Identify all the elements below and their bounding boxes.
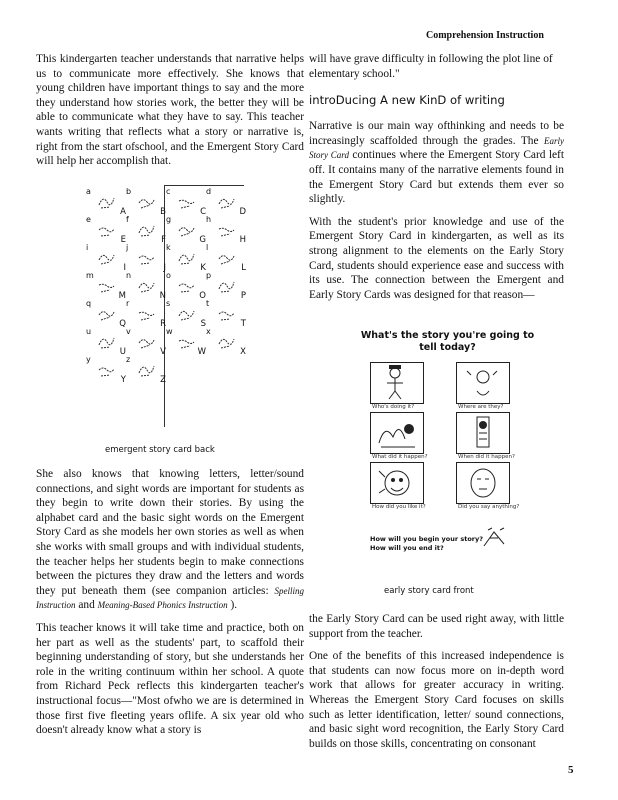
paragraph: [36, 467, 304, 613]
picture-sketch-icon: [216, 193, 236, 211]
story-picture-box: [456, 462, 510, 504]
uppercase-letter: U: [119, 347, 126, 357]
uppercase-letter: C: [200, 207, 206, 217]
uppercase-letter: I: [123, 263, 126, 273]
uppercase-letter: A: [120, 207, 126, 217]
person-sketch-icon: [457, 363, 509, 403]
lowercase-letter: z: [126, 355, 131, 364]
page-number: 5: [568, 764, 574, 776]
alphabet-cell: [86, 299, 126, 329]
story-card-title: What's the story you're going to tell today?: [360, 330, 535, 353]
uppercase-letter: S: [200, 319, 206, 329]
lowercase-letter: i: [86, 243, 89, 252]
uppercase-letter: J: [163, 263, 166, 273]
lowercase-letter: b: [126, 187, 132, 196]
lowercase-letter: r: [126, 299, 130, 308]
paragraph-text: continues where the Emergent Story Card left off. It contains many of the narrative elements found in the Emergent Story Card but extends them ever so slightly.: [309, 149, 565, 206]
lowercase-letter: m: [86, 271, 94, 280]
uppercase-letter: T: [240, 319, 246, 329]
alphabet-cell: [126, 243, 166, 273]
picture-sketch-icon: [136, 333, 156, 351]
paragraph: One of the benefits of this increased independence is that students can now focus more on in-depth word work that allows for greater accuracy in writing. Whereas the Emergent Story Card focuses on skills such as letter identification, letter/ sound connections, and basic sight word recognition, the Early Story Card builds on those skills, concentrating on consonant: [309, 650, 564, 750]
lowercase-letter: d: [206, 187, 212, 196]
picture-sketch-icon: [96, 361, 116, 379]
clock-sketch-icon: [457, 413, 509, 453]
story-picture-box: [370, 462, 424, 504]
alphabet-cell: [166, 243, 209, 273]
lowercase-letter: o: [166, 271, 171, 280]
lowercase-letter: w: [166, 327, 173, 336]
alphabet-cell: [86, 243, 129, 273]
paragraph: will have grave difficulty in following the plot line of elementary school.": [309, 53, 553, 80]
lowercase-letter: q: [86, 299, 92, 308]
lowercase-letter: j: [126, 243, 129, 252]
lowercase-letter: f: [126, 215, 129, 224]
alphabet-cell: [206, 215, 246, 245]
picture-sketch-icon: [96, 333, 116, 351]
uppercase-letter: E: [120, 235, 126, 245]
uppercase-letter: G: [199, 235, 206, 245]
alphabet-cell: [126, 299, 166, 329]
uppercase-letter: P: [240, 291, 246, 301]
picture-sketch-icon: [96, 305, 116, 323]
lowercase-letter: e: [86, 215, 91, 224]
alphabet-cell: [86, 355, 126, 385]
uppercase-letter: D: [239, 207, 246, 217]
uppercase-letter: Z: [160, 375, 166, 385]
alphabet-cell: [206, 327, 246, 357]
lowercase-letter: y: [86, 355, 91, 364]
alphabet-cell: [126, 215, 166, 245]
picture-sketch-icon: [136, 221, 156, 239]
article-reference: Meaning-Based Phonics Instruction: [97, 600, 228, 611]
alphabet-cell: [126, 271, 166, 301]
story-box-label: Did you say anything?: [458, 504, 520, 510]
picture-sketch-icon: [136, 277, 156, 295]
uppercase-letter: N: [159, 291, 166, 301]
picture-sketch-icon: [96, 277, 116, 295]
picture-sketch-icon: [136, 193, 156, 211]
paragraph-text: ).: [230, 599, 238, 612]
uppercase-letter: K: [200, 263, 206, 273]
figure-caption: early story card front: [384, 586, 474, 596]
person-sketch-icon: [371, 363, 423, 403]
lowercase-letter: h: [206, 215, 212, 224]
alphabet-cell: [86, 271, 126, 301]
uppercase-letter: R: [160, 319, 166, 329]
alphabet-cell: [206, 187, 246, 217]
uppercase-letter: X: [240, 347, 246, 357]
story-box-label: What did it happen?: [372, 454, 428, 460]
picture-sketch-icon: [216, 221, 236, 239]
picture-sketch-icon: [96, 249, 116, 267]
alphabet-cell: [86, 215, 126, 245]
right-column-bottom: [309, 612, 564, 759]
picture-sketch-icon: [136, 249, 156, 267]
lowercase-letter: u: [86, 327, 92, 336]
story-box-label: Where are they?: [458, 404, 504, 410]
end-question: How will you end it?: [370, 544, 444, 552]
story-box-label: How did you like it?: [372, 504, 426, 510]
lowercase-letter: c: [166, 187, 171, 196]
lowercase-letter: p: [206, 271, 212, 280]
picture-sketch-icon: [136, 361, 156, 379]
speech-sketch-icon: [457, 463, 509, 503]
uppercase-letter: O: [199, 291, 206, 301]
picture-sketch-icon: [176, 193, 196, 211]
arrow-doodle-icon: [480, 526, 510, 552]
uppercase-letter: L: [241, 263, 246, 273]
article-reference: Spelling Instruction: [36, 585, 304, 611]
alphabet-cell: [126, 355, 166, 385]
paragraph: This kindergarten teacher understands that narrative helps us to communicate more effectively. She knows that young children have important things to say and the more they understand how stories work, the better they will be able to communicate what they have to say. This teacher wants writing that reflects what a story or narrative is, right from the start ofschool, and the Emergent Story Card will help her accomplish that.: [36, 53, 304, 168]
alphabet-cell: [166, 299, 206, 329]
left-column-bottom: [36, 467, 304, 746]
tree-sketch-icon: [371, 413, 423, 453]
right-column-top: [309, 52, 564, 310]
paragraph-text: Narrative is our main way ofthinking and needs to be increasingly scaffolded through the grades. The: [309, 120, 564, 147]
begin-question: How will you begin your story?: [370, 535, 484, 543]
picture-sketch-icon: [216, 305, 236, 323]
story-questions: [370, 535, 490, 553]
picture-sketch-icon: [216, 249, 236, 267]
lowercase-letter: g: [166, 215, 172, 224]
card-reference: Early Story Card: [309, 135, 564, 161]
alphabet-cell: [206, 299, 246, 329]
alphabet-cell: [166, 187, 206, 217]
alphabet-cell: [206, 243, 246, 273]
story-picture-box: [370, 412, 424, 454]
picture-sketch-icon: [136, 305, 156, 323]
picture-sketch-icon: [176, 305, 196, 323]
lowercase-letter: v: [126, 327, 131, 336]
picture-sketch-icon: [176, 277, 196, 295]
picture-sketch-icon: [176, 333, 196, 351]
lowercase-letter: x: [206, 327, 211, 336]
left-column-top: [36, 52, 304, 177]
paragraph: the Early Story Card can be used right away, with little support from the teacher.: [309, 613, 564, 640]
paragraph: [309, 119, 564, 207]
picture-sketch-icon: [96, 193, 116, 211]
uppercase-letter: Y: [120, 375, 126, 385]
paragraph-text: and: [75, 599, 95, 612]
alphabet-cell: [206, 271, 246, 301]
story-picture-box: [456, 362, 510, 404]
early-story-card-figure: [360, 330, 535, 560]
figure-divider: [164, 185, 244, 186]
alphabet-cell: [166, 215, 206, 245]
picture-sketch-icon: [176, 249, 196, 267]
picture-sketch-icon: [216, 277, 236, 295]
uppercase-letter: B: [160, 207, 166, 217]
lowercase-letter: n: [126, 271, 132, 280]
story-box-label: Who's doing it?: [372, 404, 415, 410]
lowercase-letter: l: [206, 243, 209, 252]
alphabet-cell: [86, 187, 126, 217]
alphabet-cell: [166, 271, 206, 301]
alphabet-card-figure: [86, 185, 256, 430]
alphabet-cell: [86, 327, 126, 357]
running-header: Comprehension Instruction: [426, 30, 544, 41]
alphabet-cell: [166, 327, 206, 357]
section-heading: introDucing A new KinD of writing: [309, 93, 505, 108]
alphabet-cell: [126, 327, 166, 357]
story-picture-box: [456, 412, 510, 454]
lowercase-letter: k: [166, 243, 171, 252]
uppercase-letter: W: [197, 347, 206, 357]
uppercase-letter: H: [239, 235, 246, 245]
paragraph: With the student's prior knowledge and use of the Emergent Story Card in kindergarten, as well as its strong alignment to the elements on the Early Story Card, students should experience ease and success with its use. The connection between the Emergent and Early Story Cards was designed for that reason—: [309, 215, 564, 301]
alphabet-cell: [126, 187, 166, 217]
picture-sketch-icon: [176, 221, 196, 239]
lowercase-letter: a: [86, 187, 91, 196]
uppercase-letter: V: [160, 347, 166, 357]
lowercase-letter: t: [206, 299, 210, 308]
uppercase-letter: F: [161, 235, 166, 245]
picture-sketch-icon: [216, 333, 236, 351]
picture-sketch-icon: [96, 221, 116, 239]
lowercase-letter: s: [166, 299, 171, 308]
paragraph-text: She also knows that knowing letters, letter/sound connections, and sight words are important for students as they begin to write down their stories. By using the alphabet card and the basic sight words on the Emergent Story Card as she models her own stories as well as when she works with small groups and with individual students, the teacher helps her students begin to make connections between the pictures they draw and the letters and words they put beneath them (see companion articles:: [36, 468, 304, 597]
paragraph: This teacher knows it will take time and practice, both on her part as well as the students' part, to scaffold their beginning understanding of story, but she understands her role in the writing continuum within her school. A quote from Richard Peck reflects this kindergarten teacher's instructional focus—"Most ofwho we are is determined in those first five fleeting years oflife. A six year old who doesn't already know what a story is: [36, 621, 304, 737]
story-box-label: When did it happen?: [458, 454, 515, 460]
face-sketch-icon: [371, 463, 423, 503]
uppercase-letter: M: [118, 291, 126, 301]
uppercase-letter: Q: [119, 319, 126, 329]
story-picture-box: [370, 362, 424, 404]
figure-caption: emergent story card back: [105, 445, 215, 455]
